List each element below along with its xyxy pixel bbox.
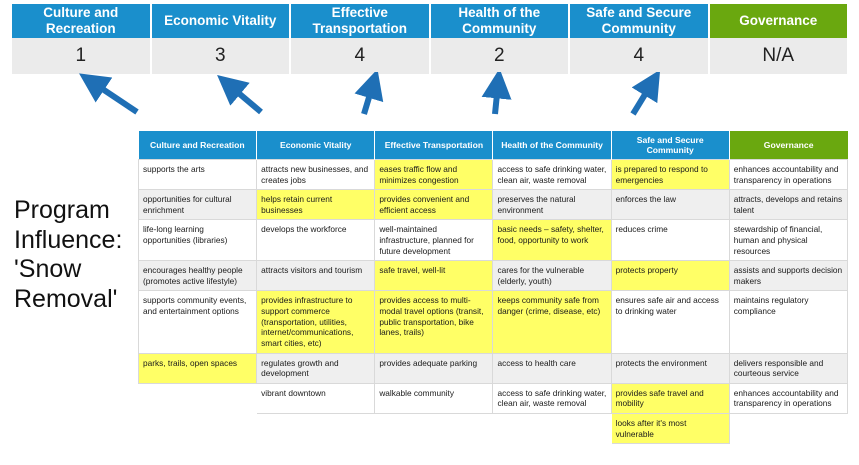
matrix-header-row <box>139 131 848 160</box>
strategic-outcomes-summary-band <box>12 4 847 74</box>
score-economic-vitality: 3 <box>152 38 292 74</box>
matrix-cell: enhances accountability and transparency in operations <box>729 383 847 413</box>
table-row <box>139 413 848 443</box>
matrix-cell: assists and supports decision makers <box>729 261 847 291</box>
matrix-cell <box>257 413 375 443</box>
matrix-cell: develops the workforce <box>257 220 375 261</box>
caption-line-2: Influence: <box>14 225 123 254</box>
outcomes-matrix <box>138 131 848 444</box>
summary-header-safe-and-secure-community: Safe and Secure Community <box>570 4 710 38</box>
summary-score-row <box>12 38 847 74</box>
matrix-cell: safe travel, well-lit <box>375 261 493 291</box>
matrix-cell: encourages healthy people (promotes active lifestyle) <box>139 261 257 291</box>
matrix-cell: ensures safe air and access to drinking water <box>611 291 729 353</box>
matrix-cell: reduces crime <box>611 220 729 261</box>
matrix-body <box>139 160 848 444</box>
matrix-cell: access to safe drinking water, clean air, waste removal <box>493 383 611 413</box>
matrix-header-safe-and-secure-community: Safe and Secure Community <box>611 131 729 160</box>
matrix-cell: keeps community safe from danger (crime, disease, etc) <box>493 291 611 353</box>
score-culture-and-recreation: 1 <box>12 38 152 74</box>
matrix-cell: access to safe drinking water, clean air, waste removal <box>493 160 611 190</box>
matrix-cell: enhances accountability and transparency in operations <box>729 160 847 190</box>
arrow-safe-and-secure-community <box>633 83 652 114</box>
matrix-cell: provides access to multi-modal travel options (transit, public transportation, bike lanes, trails) <box>375 291 493 353</box>
summary-header-culture-and-recreation: Culture and Recreation <box>12 4 152 38</box>
arrow-effective-transportation <box>364 84 373 114</box>
matrix-cell <box>729 413 847 443</box>
program-influence-caption <box>14 196 136 314</box>
matrix-cell: protects the environment <box>611 353 729 383</box>
matrix-cell: provides infrastructure to support commerce (transportation, utilities, internet/communications, smart cities, etc) <box>257 291 375 353</box>
matrix-cell <box>375 413 493 443</box>
caption-line-3: 'Snow <box>14 255 82 283</box>
matrix-cell: cares for the vulnerable (elderly, youth) <box>493 261 611 291</box>
matrix-cell: preserves the natural environment <box>493 190 611 220</box>
table-row <box>139 261 848 291</box>
matrix-cell: supports the arts <box>139 160 257 190</box>
matrix-cell: basic needs – safety, shelter, food, opportunity to work <box>493 220 611 261</box>
matrix-cell: attracts, develops and retains talent <box>729 190 847 220</box>
matrix-cell <box>139 383 257 413</box>
matrix-cell <box>139 413 257 443</box>
matrix-cell <box>493 413 611 443</box>
summary-header-governance: Governance <box>710 4 848 38</box>
matrix-cell: looks after it's most vulnerable <box>611 413 729 443</box>
arrow-culture-and-recreation <box>92 82 137 112</box>
matrix-cell: well-maintained infrastructure, planned for future development <box>375 220 493 261</box>
table-row <box>139 291 848 353</box>
matrix-cell: provides adequate parking <box>375 353 493 383</box>
matrix-cell: maintains regulatory compliance <box>729 291 847 353</box>
matrix-cell: life-long learning opportunities (libraries) <box>139 220 257 261</box>
matrix-cell: parks, trails, open spaces <box>139 353 257 383</box>
table-row <box>139 220 848 261</box>
matrix-cell: walkable community <box>375 383 493 413</box>
matrix-header-health-of-the-community: Health of the Community <box>493 131 611 160</box>
score-safe-and-secure-community: 4 <box>570 38 710 74</box>
score-health-of-the-community: 2 <box>431 38 571 74</box>
score-governance: N/A <box>762 45 795 66</box>
table-row <box>139 190 848 220</box>
matrix-cell: helps retain current businesses <box>257 190 375 220</box>
table-row <box>139 383 848 413</box>
matrix-header-culture-and-recreation: Culture and Recreation <box>139 131 257 160</box>
matrix-cell: attracts new businesses, and creates jobs <box>257 160 375 190</box>
matrix-cell: is prepared to respond to emergencies <box>611 160 729 190</box>
matrix-header-economic-vitality: Economic Vitality <box>257 131 375 160</box>
matrix-cell: supports community events, and entertainment options <box>139 291 257 353</box>
matrix-cell: attracts visitors and tourism <box>257 261 375 291</box>
summary-header-health-of-the-community: Health of the Community <box>431 4 571 38</box>
arrow-group <box>0 72 859 130</box>
summary-header-economic-vitality: Economic Vitality <box>152 4 292 38</box>
caption-line-1: Program <box>14 196 110 224</box>
matrix-header-governance: Governance <box>729 131 847 160</box>
matrix-cell: access to health care <box>493 353 611 383</box>
matrix-cell: delivers responsible and courteous service <box>729 353 847 383</box>
summary-header-effective-transportation: Effective Transportation <box>291 4 431 38</box>
matrix-cell: stewardship of financial, human and physical resources <box>729 220 847 261</box>
matrix-cell: provides safe travel and mobility <box>611 383 729 413</box>
matrix-cell: enforces the law <box>611 190 729 220</box>
table-row <box>139 160 848 190</box>
matrix-cell: provides convenient and efficient access <box>375 190 493 220</box>
arrow-health-of-the-community <box>495 84 498 114</box>
matrix-cell: regulates growth and development <box>257 353 375 383</box>
matrix-cell: eases traffic flow and minimizes congestion <box>375 160 493 190</box>
caption-line-4: Removal' <box>14 284 118 313</box>
matrix-header-effective-transportation: Effective Transportation <box>375 131 493 160</box>
arrow-economic-vitality <box>229 85 261 112</box>
matrix-cell: protects property <box>611 261 729 291</box>
score-effective-transportation: 4 <box>291 38 431 74</box>
matrix-cell: vibrant downtown <box>257 383 375 413</box>
summary-header-row <box>12 4 847 38</box>
matrix-cell: opportunities for cultural enrichment <box>139 190 257 220</box>
table-row <box>139 353 848 383</box>
